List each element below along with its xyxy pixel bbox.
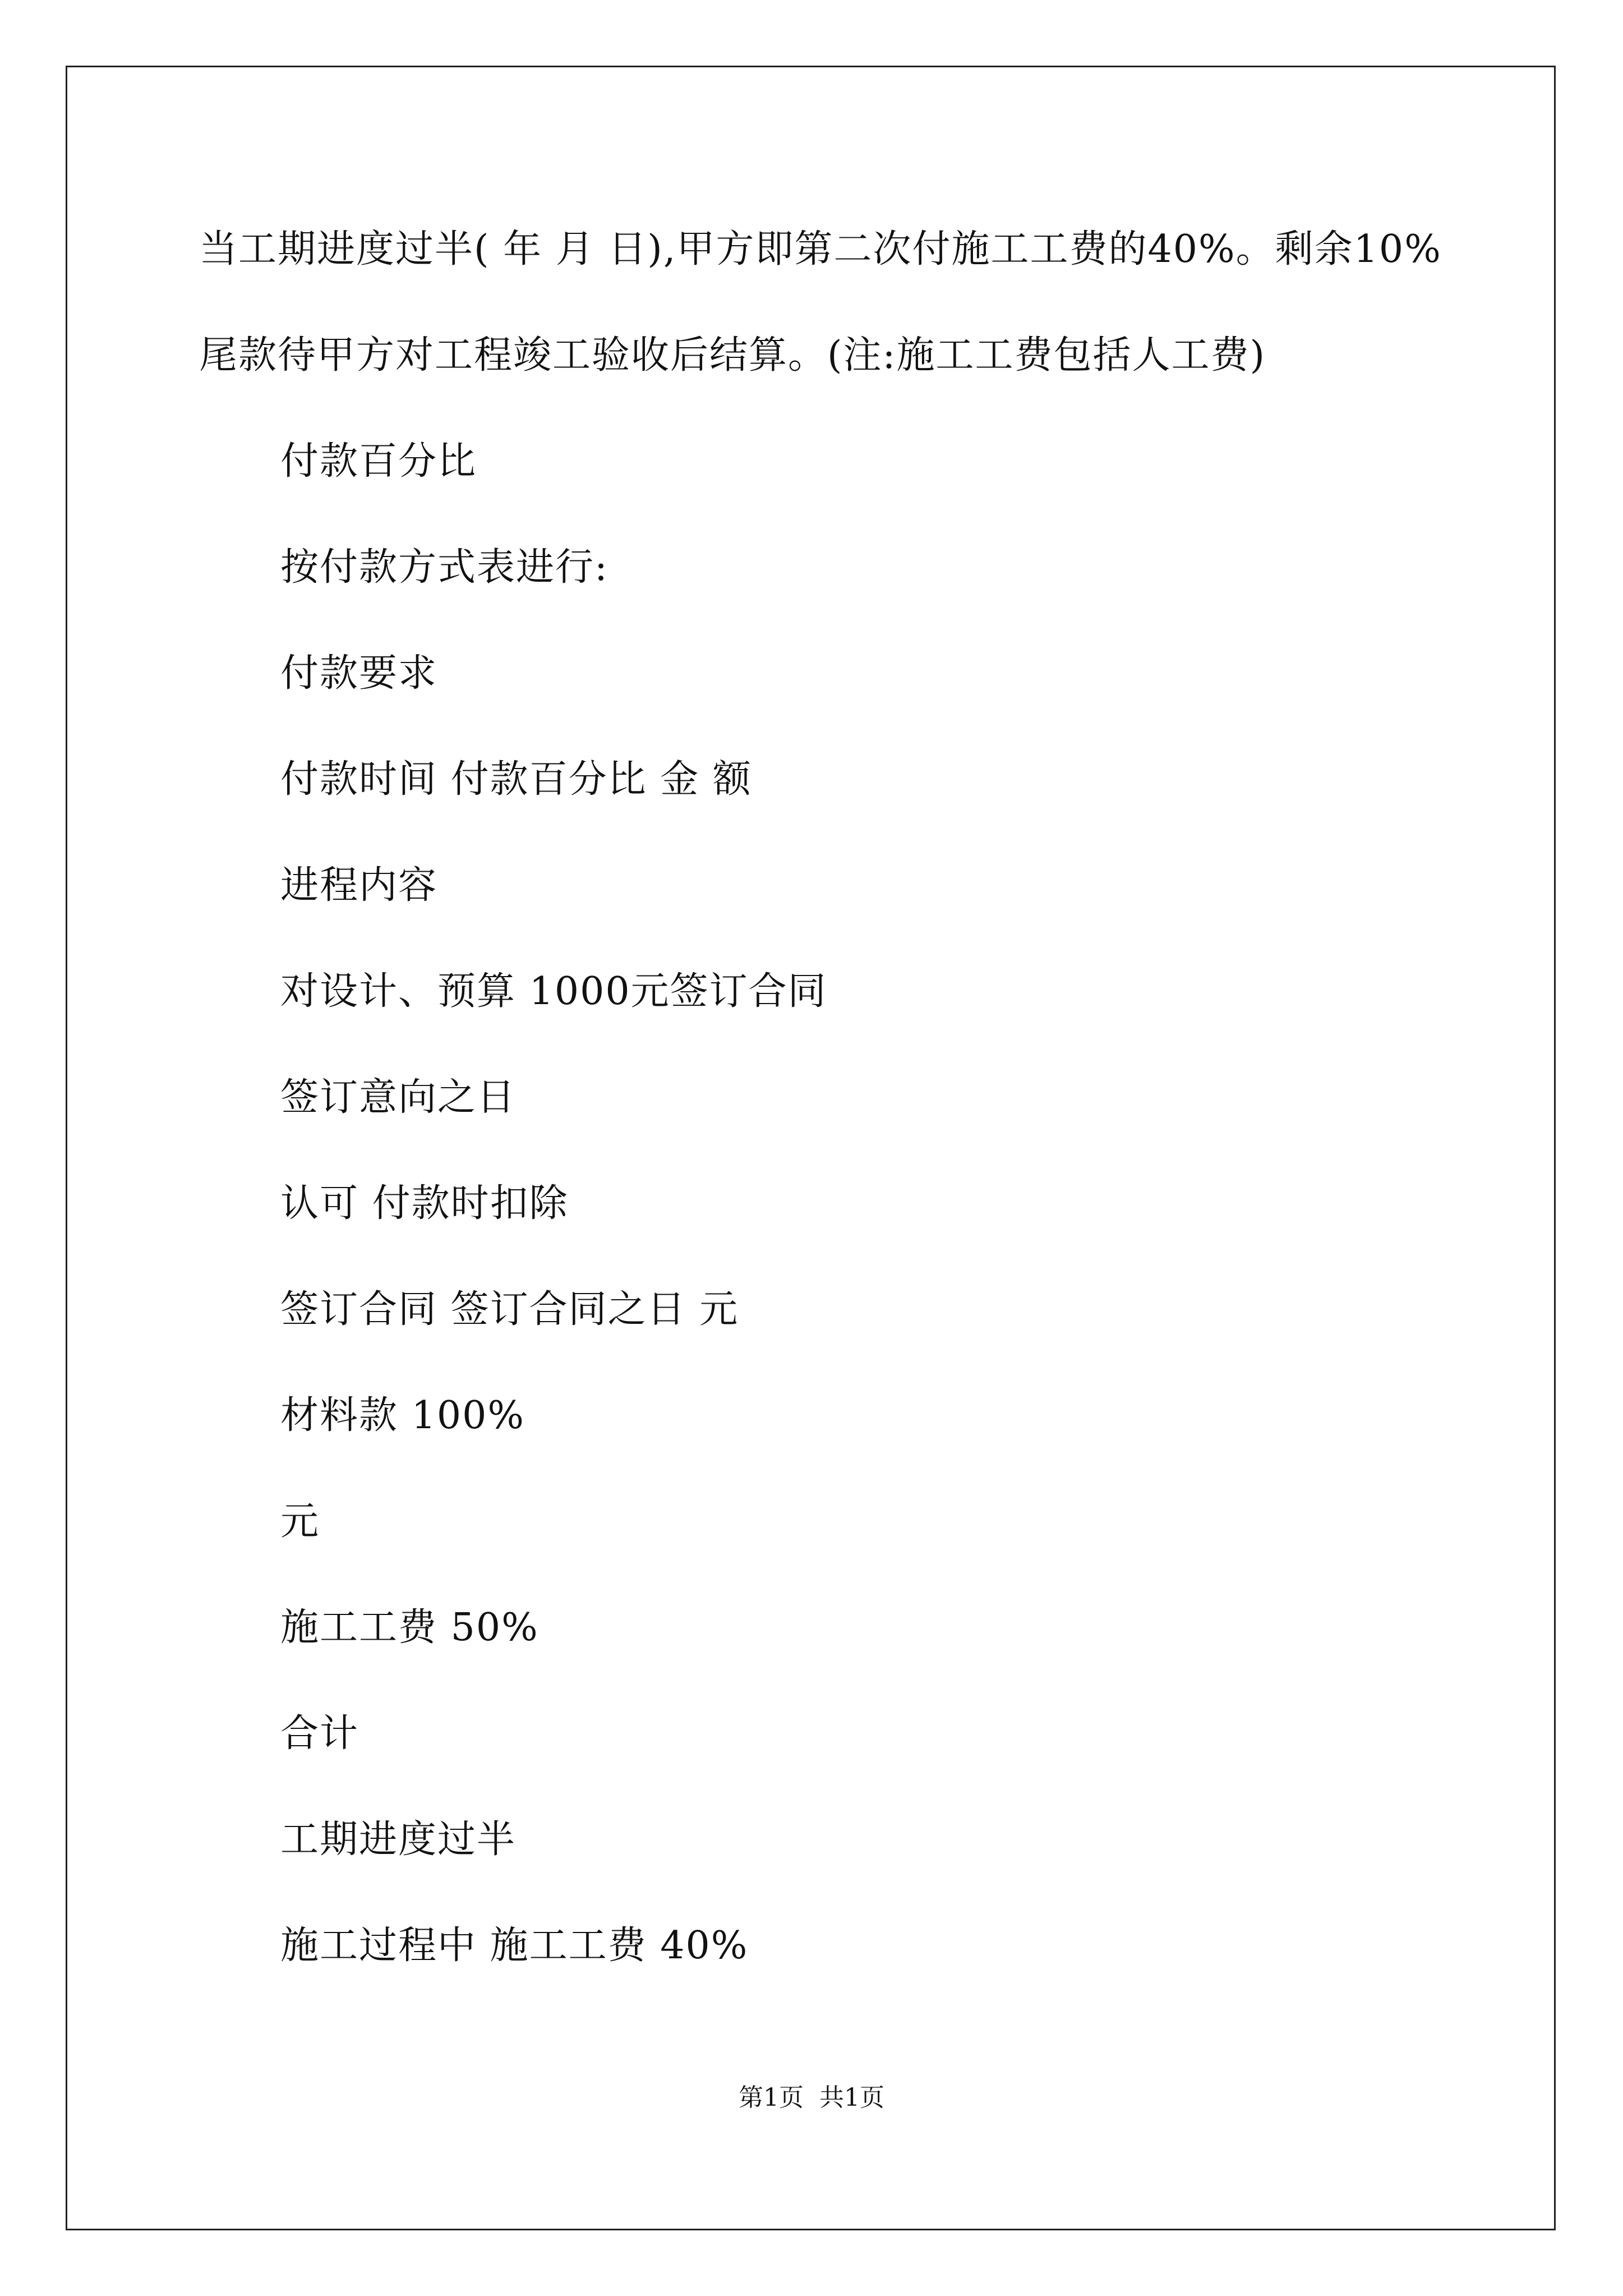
text-line-table-headers: 付款时间 付款百分比 金 额: [280, 757, 752, 802]
page-footer: 第1页 共1页: [739, 2083, 884, 2112]
text-line-progress-content: 进程内容: [280, 863, 438, 908]
text-line-design-budget: 对设计、预算 1000元签订合同: [280, 969, 827, 1014]
text-line-payment-method: 按付款方式表进行:: [280, 545, 608, 590]
paragraph-2: 尾款待甲方对工程竣工验收后结算。(注:施工工费包括人工费): [199, 333, 1266, 378]
text-line-materials: 材料款 100%: [280, 1393, 525, 1438]
page-border: [66, 66, 1556, 2230]
text-line-total: 合计: [280, 1711, 359, 1756]
text-line-payment-percentage-heading: 付款百分比: [280, 439, 477, 484]
paragraph-1: 当工期进度过半( 年 月 日),甲方即第二次付施工工费的40%。剩余10%: [199, 227, 1442, 272]
text-line-intent-date: 签订意向之日: [280, 1075, 517, 1120]
text-line-half-progress: 工期进度过半: [280, 1818, 517, 1862]
text-line-construction-labor-40: 施工过程中 施工工费 40%: [280, 1924, 749, 1968]
text-line-deduction: 认可 付款时扣除: [280, 1181, 569, 1226]
text-line-contract-signing: 签订合同 签订合同之日 元: [280, 1287, 739, 1332]
text-line-payment-requirements: 付款要求: [280, 651, 438, 696]
text-line-yuan: 元: [280, 1499, 320, 1544]
text-line-labor-fee-50: 施工工费 50%: [280, 1605, 539, 1650]
